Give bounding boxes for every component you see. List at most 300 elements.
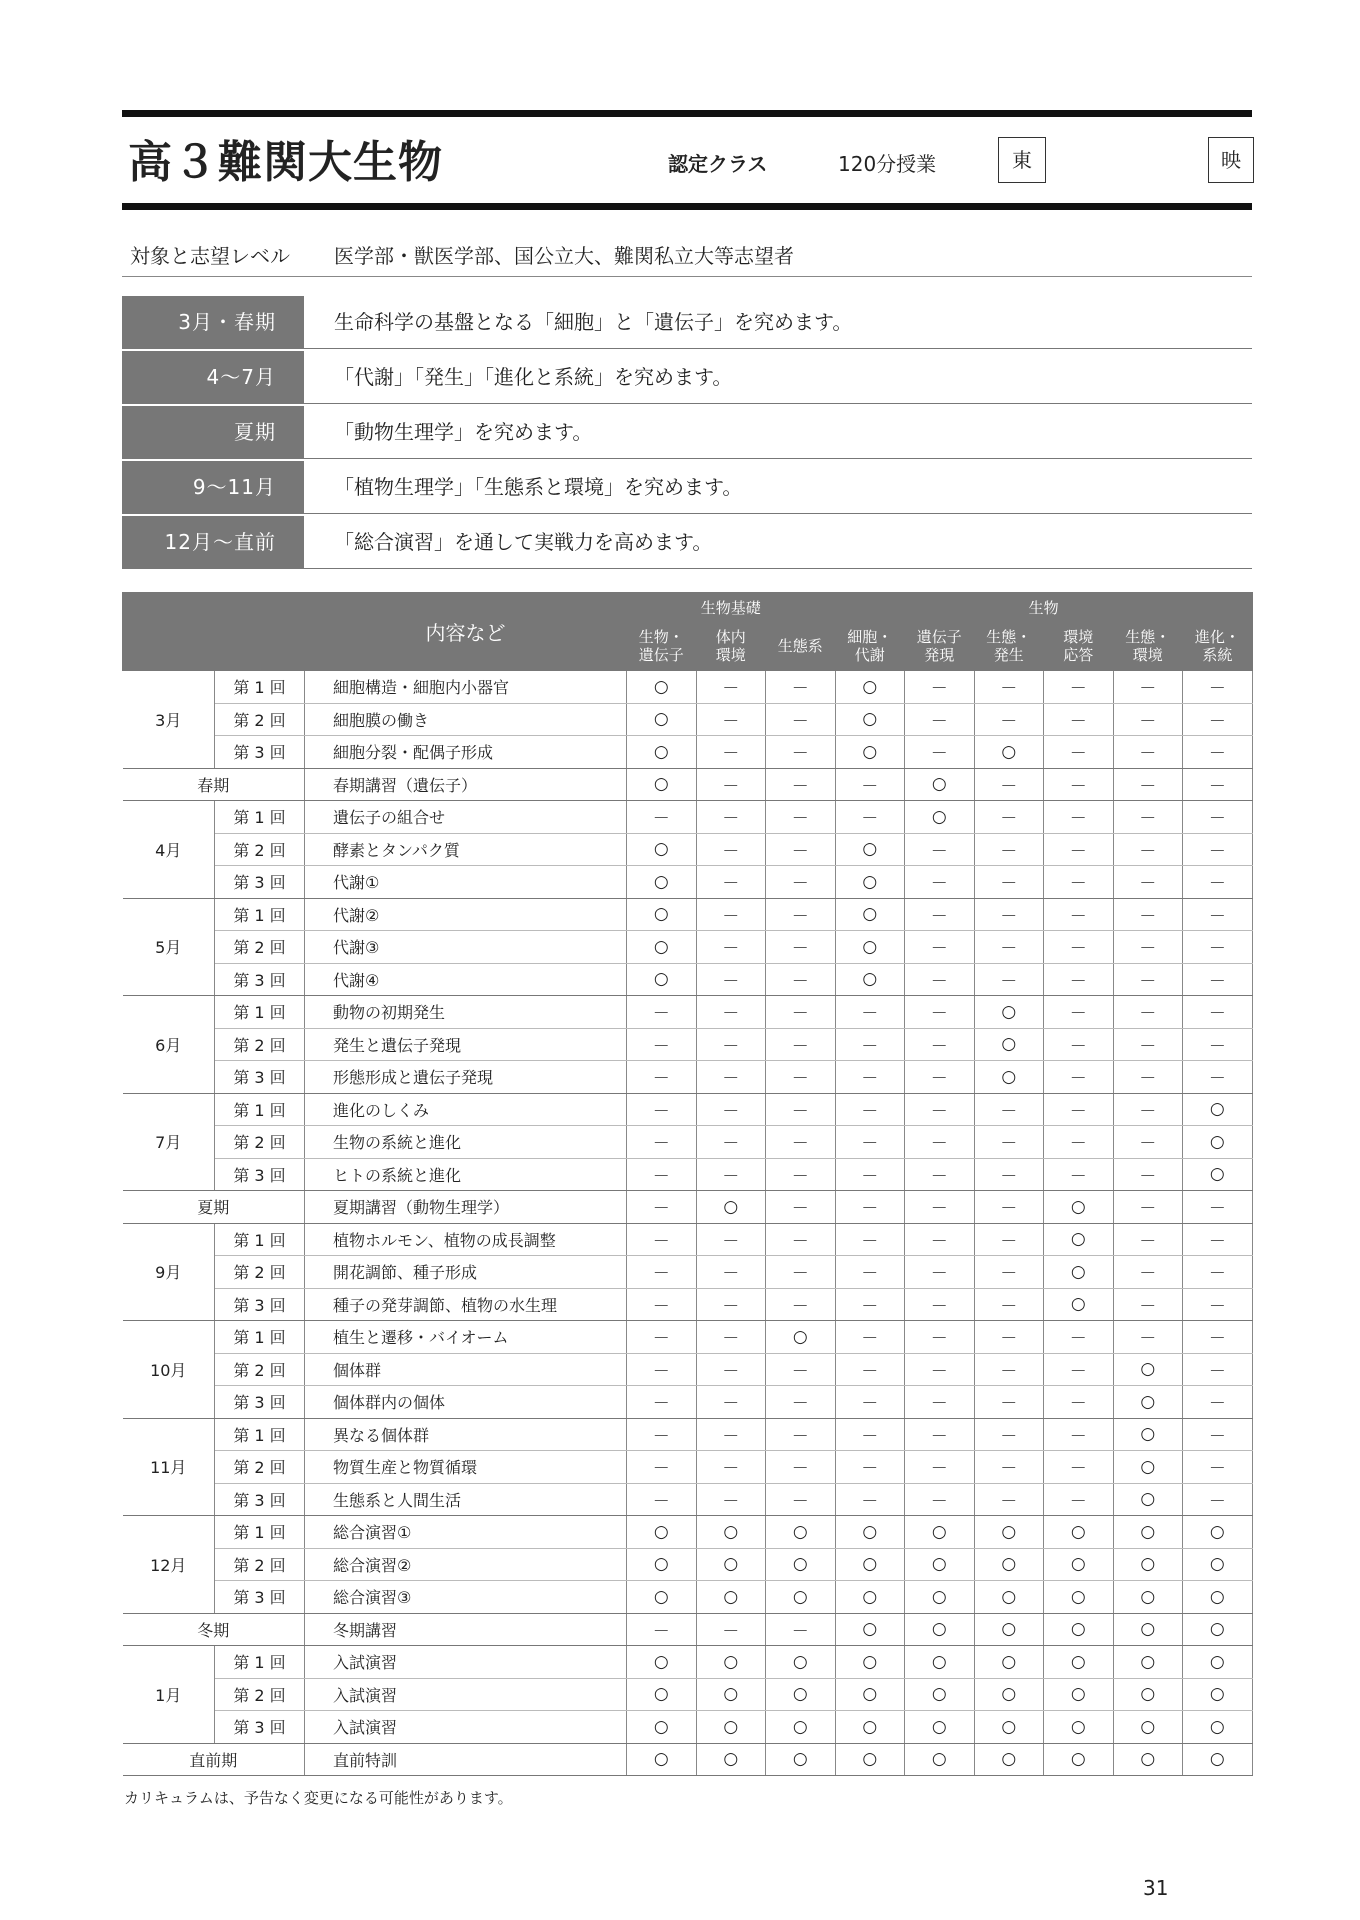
topic-column-header (835, 622, 905, 671)
coverage-mark-cell: － (1183, 963, 1253, 996)
content-cell: 物質生産と物質循環 (305, 1451, 627, 1484)
coverage-mark-cell: ○ (766, 1743, 836, 1776)
coverage-mark-cell: － (1183, 1223, 1253, 1256)
coverage-mark-cell: ○ (1113, 1711, 1183, 1744)
coverage-mark-cell: － (905, 1386, 975, 1419)
coverage-mark-cell: － (1183, 1288, 1253, 1321)
content-cell: 入試演習 (305, 1646, 627, 1679)
coverage-mark-cell: － (905, 1061, 975, 1094)
coverage-mark-cell: － (905, 1418, 975, 1451)
coverage-mark-cell: － (696, 1061, 766, 1094)
coverage-mark-cell: － (696, 1321, 766, 1354)
coverage-mark-cell: － (1183, 801, 1253, 834)
coverage-mark-cell: － (974, 1321, 1044, 1354)
table-row (123, 703, 1253, 736)
content-cell: 酵素とタンパク質 (305, 833, 627, 866)
content-cell: 総合演習③ (305, 1581, 627, 1614)
coverage-mark-cell: － (1113, 703, 1183, 736)
schedule-period: 3月・春期 (122, 296, 304, 348)
coverage-mark-cell: － (696, 963, 766, 996)
coverage-mark-cell: ○ (696, 1646, 766, 1679)
coverage-mark-cell: ○ (905, 768, 975, 801)
coverage-mark-cell: － (835, 801, 905, 834)
coverage-mark-cell: ○ (974, 1711, 1044, 1744)
coverage-mark-cell: － (1113, 1158, 1183, 1191)
target-divider (122, 276, 1252, 277)
lesson-number-cell: 第 1 回 (215, 996, 305, 1029)
coverage-mark-cell: ○ (696, 1678, 766, 1711)
coverage-mark-cell: － (1113, 1126, 1183, 1159)
lesson-number-cell: 第 3 回 (215, 1386, 305, 1419)
content-cell: 形態形成と遺伝子発現 (305, 1061, 627, 1094)
coverage-mark-cell: － (696, 671, 766, 704)
lesson-number-cell: 第 2 回 (215, 833, 305, 866)
table-row (123, 833, 1253, 866)
coverage-mark-cell: － (696, 1353, 766, 1386)
coverage-mark-cell: ○ (835, 1581, 905, 1614)
content-cell: 生態系と人間生活 (305, 1483, 627, 1516)
coverage-mark-cell: － (696, 1093, 766, 1126)
coverage-mark-cell: － (1183, 768, 1253, 801)
table-row (123, 1548, 1253, 1581)
coverage-mark-cell: － (1183, 1191, 1253, 1224)
content-cell: 入試演習 (305, 1678, 627, 1711)
lesson-number-cell: 第 2 回 (215, 1028, 305, 1061)
coverage-mark-cell: ○ (1044, 1256, 1114, 1289)
subject-group-header: 生物 (835, 593, 1252, 622)
schedule-period: 12月～直前 (122, 516, 304, 568)
content-cell: 植物ホルモン、植物の成長調整 (305, 1223, 627, 1256)
coverage-mark-cell: － (905, 1256, 975, 1289)
coverage-mark-cell: ○ (835, 671, 905, 704)
coverage-mark-cell: ○ (835, 931, 905, 964)
coverage-mark-cell: ○ (1044, 1711, 1114, 1744)
coverage-mark-cell: － (1044, 671, 1114, 704)
coverage-mark-cell: － (1183, 866, 1253, 899)
schedule-row (122, 406, 1252, 459)
topic-header-line: 進化・ (1194, 628, 1240, 646)
coverage-mark-cell: － (1113, 898, 1183, 931)
coverage-mark-cell: － (696, 1223, 766, 1256)
coverage-mark-cell: － (696, 1418, 766, 1451)
coverage-mark-cell: ○ (627, 768, 697, 801)
coverage-mark-cell: － (627, 1191, 697, 1224)
coverage-mark-cell: ○ (905, 1613, 975, 1646)
curriculum-note: カリキュラムは、予告なく変更になる可能性があります。 (124, 1789, 513, 1807)
coverage-mark-cell: ○ (696, 1548, 766, 1581)
table-row (123, 1743, 1253, 1776)
table-row (123, 1321, 1253, 1354)
topic-header-line: 生態・ (986, 628, 1032, 646)
coverage-mark-cell: － (1044, 1061, 1114, 1094)
coverage-mark-cell: － (974, 768, 1044, 801)
coverage-mark-cell: － (1183, 703, 1253, 736)
coverage-mark-cell: － (696, 1288, 766, 1321)
period-cell: 5月 (123, 898, 215, 996)
period-cell: 7月 (123, 1093, 215, 1191)
coverage-mark-cell: － (1044, 931, 1114, 964)
table-row (123, 963, 1253, 996)
coverage-mark-cell: － (696, 931, 766, 964)
coverage-mark-cell: － (766, 1126, 836, 1159)
coverage-mark-cell: ○ (1183, 1158, 1253, 1191)
period-cell: 3月 (123, 671, 215, 769)
coverage-mark-cell: － (835, 1191, 905, 1224)
coverage-mark-cell: － (696, 1483, 766, 1516)
content-cell: 冬期講習 (305, 1613, 627, 1646)
coverage-mark-cell: － (627, 1223, 697, 1256)
content-cell: 細胞分裂・配偶子形成 (305, 736, 627, 769)
coverage-mark-cell: － (974, 898, 1044, 931)
lesson-number-cell: 第 3 回 (215, 1288, 305, 1321)
coverage-mark-cell: ○ (1113, 1646, 1183, 1679)
content-cell: 個体群 (305, 1353, 627, 1386)
coverage-mark-cell: － (974, 1191, 1044, 1224)
coverage-mark-cell: － (766, 1483, 836, 1516)
coverage-mark-cell: ○ (974, 1678, 1044, 1711)
coverage-mark-cell: － (627, 801, 697, 834)
table-row (123, 1223, 1253, 1256)
period-cell: 夏期 (123, 1191, 305, 1224)
coverage-mark-cell: ○ (974, 1743, 1044, 1776)
coverage-mark-cell: ○ (1183, 1126, 1253, 1159)
coverage-mark-cell: ○ (766, 1678, 836, 1711)
coverage-mark-cell: － (1113, 1223, 1183, 1256)
coverage-mark-cell: － (1113, 1321, 1183, 1354)
lesson-number-cell: 第 1 回 (215, 1093, 305, 1126)
coverage-mark-cell: － (974, 1386, 1044, 1419)
coverage-mark-cell: － (1183, 1028, 1253, 1061)
coverage-mark-cell: － (627, 996, 697, 1029)
schedule-summary (122, 296, 1252, 571)
coverage-mark-cell: － (766, 1451, 836, 1484)
content-cell: 代謝① (305, 866, 627, 899)
table-row (123, 1451, 1253, 1484)
coverage-mark-cell: － (905, 1028, 975, 1061)
content-cell: 開花調節、種子形成 (305, 1256, 627, 1289)
coverage-mark-cell: － (974, 1288, 1044, 1321)
content-cell: 遺伝子の組合せ (305, 801, 627, 834)
lesson-number-cell: 第 1 回 (215, 1223, 305, 1256)
coverage-mark-cell: － (905, 1353, 975, 1386)
coverage-mark-cell: ○ (627, 931, 697, 964)
coverage-mark-cell: － (905, 898, 975, 931)
coverage-mark-cell: － (696, 1613, 766, 1646)
coverage-mark-cell: － (1113, 1061, 1183, 1094)
coverage-mark-cell: ○ (696, 1191, 766, 1224)
content-header: 内容など (305, 593, 627, 671)
coverage-mark-cell: － (696, 1256, 766, 1289)
schedule-description: 「総合演習」を通して実戦力を高めます。 (334, 530, 713, 554)
coverage-mark-cell: － (627, 1483, 697, 1516)
coverage-mark-cell: ○ (1113, 1678, 1183, 1711)
coverage-mark-cell: － (835, 1288, 905, 1321)
table-row (123, 1581, 1253, 1614)
topic-header-line: 遺伝子 (638, 646, 684, 664)
coverage-mark-cell: － (766, 1223, 836, 1256)
coverage-mark-cell: － (766, 703, 836, 736)
table-row (123, 1028, 1253, 1061)
topic-header-line: 体内 (715, 628, 746, 646)
lesson-number-cell: 第 3 回 (215, 1061, 305, 1094)
coverage-mark-cell: ○ (1044, 1288, 1114, 1321)
topic-column-header (974, 622, 1044, 671)
subject-group-header: 生物基礎 (627, 593, 836, 622)
coverage-mark-cell: － (766, 1353, 836, 1386)
lesson-number-cell: 第 3 回 (215, 736, 305, 769)
coverage-mark-cell: － (1044, 1321, 1114, 1354)
coverage-mark-cell: ○ (835, 866, 905, 899)
content-cell: 進化のしくみ (305, 1093, 627, 1126)
coverage-mark-cell: － (974, 866, 1044, 899)
topic-header-line: 発現 (924, 646, 955, 664)
coverage-mark-cell: － (1044, 1418, 1114, 1451)
coverage-mark-cell: － (766, 1191, 836, 1224)
top-rule (122, 110, 1252, 117)
coverage-mark-cell: － (627, 1353, 697, 1386)
coverage-mark-cell: － (1113, 1093, 1183, 1126)
schedule-description: 「動物生理学」を究めます。 (334, 420, 593, 444)
coverage-mark-cell: － (905, 1288, 975, 1321)
coverage-mark-cell: － (974, 833, 1044, 866)
content-cell: 発生と遺伝子発現 (305, 1028, 627, 1061)
coverage-mark-cell: ○ (627, 1711, 697, 1744)
topic-column-header (1113, 622, 1183, 671)
coverage-mark-cell: ○ (974, 1516, 1044, 1549)
lesson-number-cell: 第 3 回 (215, 866, 305, 899)
coverage-mark-cell: ○ (835, 833, 905, 866)
coverage-mark-cell: ○ (974, 1028, 1044, 1061)
topic-header-line: 生態・ (1125, 628, 1171, 646)
coverage-mark-cell: － (1044, 963, 1114, 996)
coverage-mark-cell: － (905, 1451, 975, 1484)
period-cell: 冬期 (123, 1613, 305, 1646)
coverage-mark-cell: － (696, 1126, 766, 1159)
coverage-mark-cell: ○ (1113, 1581, 1183, 1614)
coverage-mark-cell: － (696, 768, 766, 801)
coverage-mark-cell: ○ (1113, 1613, 1183, 1646)
coverage-mark-cell: ○ (1113, 1451, 1183, 1484)
coverage-mark-cell: － (974, 703, 1044, 736)
table-row (123, 1516, 1253, 1549)
coverage-mark-cell: － (835, 1061, 905, 1094)
lesson-number-cell: 第 3 回 (215, 963, 305, 996)
coverage-mark-cell: － (627, 1028, 697, 1061)
coverage-mark-cell: ○ (766, 1646, 836, 1679)
table-row (123, 898, 1253, 931)
coverage-mark-cell: － (835, 1028, 905, 1061)
period-cell: 春期 (123, 768, 305, 801)
coverage-mark-cell: ○ (835, 1646, 905, 1679)
coverage-mark-cell: － (766, 1158, 836, 1191)
schedule-period: 4～7月 (122, 351, 304, 403)
coverage-mark-cell: － (1113, 1028, 1183, 1061)
lesson-number-cell: 第 1 回 (215, 671, 305, 704)
coverage-mark-cell: ○ (766, 1548, 836, 1581)
coverage-mark-cell: － (696, 1386, 766, 1419)
content-cell: 入試演習 (305, 1711, 627, 1744)
coverage-mark-cell: ○ (1183, 1581, 1253, 1614)
content-cell: 代謝③ (305, 931, 627, 964)
target-label: 対象と志望レベル (130, 244, 290, 268)
coverage-mark-cell: － (835, 768, 905, 801)
coverage-mark-cell: － (905, 963, 975, 996)
coverage-mark-cell: － (1044, 898, 1114, 931)
schedule-description: 「代謝」「発生」「進化と系統」を究めます。 (334, 365, 733, 389)
coverage-mark-cell: － (905, 866, 975, 899)
header-blank-cell (123, 593, 305, 671)
schedule-row (122, 351, 1252, 404)
coverage-mark-cell: － (974, 931, 1044, 964)
curriculum-table (122, 592, 1253, 1776)
content-cell: 代謝② (305, 898, 627, 931)
coverage-mark-cell: － (1113, 1191, 1183, 1224)
coverage-mark-cell: － (1044, 801, 1114, 834)
period-cell: 1月 (123, 1646, 215, 1744)
header-row-groups (123, 593, 1253, 622)
coverage-mark-cell: ○ (1113, 1743, 1183, 1776)
schedule-description: 「植物生理学」「生態系と環境」を究めます。 (334, 475, 743, 499)
content-cell: 種子の発芽調節、植物の水生理 (305, 1288, 627, 1321)
coverage-mark-cell: － (627, 1451, 697, 1484)
coverage-mark-cell: － (1044, 768, 1114, 801)
table-row (123, 736, 1253, 769)
table-row (123, 866, 1253, 899)
coverage-mark-cell: ○ (627, 1743, 697, 1776)
coverage-mark-cell: － (835, 1256, 905, 1289)
topic-header-line: 環境 (1063, 628, 1094, 646)
coverage-mark-cell: － (627, 1061, 697, 1094)
coverage-mark-cell: － (766, 671, 836, 704)
coverage-mark-cell: ○ (1183, 1548, 1253, 1581)
coverage-mark-cell: － (696, 1451, 766, 1484)
coverage-mark-cell: ○ (627, 1678, 697, 1711)
coverage-mark-cell: － (696, 703, 766, 736)
coverage-mark-cell: － (835, 1158, 905, 1191)
table-row (123, 1256, 1253, 1289)
target-value: 医学部・獣医学部、国公立大、難関私立大等志望者 (334, 244, 794, 268)
table-row (123, 1613, 1253, 1646)
period-cell: 6月 (123, 996, 215, 1094)
header-bottom-rule (122, 203, 1252, 210)
coverage-mark-cell: ○ (766, 1711, 836, 1744)
coverage-mark-cell: － (766, 1613, 836, 1646)
content-cell: 異なる個体群 (305, 1418, 627, 1451)
coverage-mark-cell: － (766, 1028, 836, 1061)
certification-label: 認定クラス (668, 152, 768, 176)
lesson-number-cell: 第 1 回 (215, 801, 305, 834)
coverage-mark-cell: ○ (974, 1646, 1044, 1679)
topic-header-line: 応答 (1063, 646, 1094, 664)
table-row (123, 801, 1253, 834)
content-cell: 代謝④ (305, 963, 627, 996)
coverage-mark-cell: － (974, 671, 1044, 704)
topic-column-header (1183, 622, 1253, 671)
coverage-mark-cell: ○ (1044, 1223, 1114, 1256)
coverage-mark-cell: － (766, 996, 836, 1029)
coverage-mark-cell: ○ (1183, 1646, 1253, 1679)
lesson-number-cell: 第 2 回 (215, 1256, 305, 1289)
coverage-mark-cell: － (1183, 1256, 1253, 1289)
coverage-mark-cell: ○ (905, 1548, 975, 1581)
coverage-mark-cell: － (905, 833, 975, 866)
period-cell: 12月 (123, 1516, 215, 1614)
topic-column-header (1044, 622, 1114, 671)
coverage-mark-cell: － (905, 736, 975, 769)
coverage-mark-cell: ○ (905, 1711, 975, 1744)
coverage-mark-cell: － (766, 1256, 836, 1289)
coverage-mark-cell: － (766, 1418, 836, 1451)
coverage-mark-cell: － (766, 1061, 836, 1094)
coverage-mark-cell: － (835, 996, 905, 1029)
coverage-mark-cell: ○ (1044, 1613, 1114, 1646)
coverage-mark-cell: － (766, 931, 836, 964)
coverage-mark-cell: － (1044, 703, 1114, 736)
schedule-row (122, 461, 1252, 514)
coverage-mark-cell: － (835, 1126, 905, 1159)
content-cell: 動物の初期発生 (305, 996, 627, 1029)
coverage-mark-cell: － (627, 1613, 697, 1646)
lesson-number-cell: 第 2 回 (215, 703, 305, 736)
coverage-mark-cell: ○ (627, 1581, 697, 1614)
coverage-mark-cell: ○ (1113, 1483, 1183, 1516)
coverage-mark-cell: ○ (974, 1061, 1044, 1094)
coverage-mark-cell: － (766, 1093, 836, 1126)
coverage-mark-cell: ○ (905, 1678, 975, 1711)
coverage-mark-cell: ○ (835, 703, 905, 736)
coverage-mark-cell: － (974, 1418, 1044, 1451)
coverage-mark-cell: － (1044, 1158, 1114, 1191)
schedule-description: 生命科学の基盤となる「細胞」と「遺伝子」を究めます。 (334, 310, 853, 334)
coverage-mark-cell: － (1044, 1451, 1114, 1484)
coverage-mark-cell: ○ (835, 1548, 905, 1581)
lesson-number-cell: 第 3 回 (215, 1711, 305, 1744)
topic-header-line: 発生 (993, 646, 1024, 664)
coverage-mark-cell: － (905, 671, 975, 704)
coverage-mark-cell: － (1183, 736, 1253, 769)
coverage-mark-cell: － (1113, 833, 1183, 866)
table-row (123, 1191, 1253, 1224)
coverage-mark-cell: － (696, 801, 766, 834)
coverage-mark-cell: － (627, 1093, 697, 1126)
coverage-mark-cell: ○ (1113, 1418, 1183, 1451)
topic-header-line: 遺伝子 (916, 628, 962, 646)
coverage-mark-cell: － (905, 1321, 975, 1354)
lesson-number-cell: 第 2 回 (215, 1126, 305, 1159)
coverage-mark-cell: － (1183, 1386, 1253, 1419)
schedule-row (122, 296, 1252, 349)
coverage-mark-cell: － (1183, 1061, 1253, 1094)
coverage-mark-cell: － (696, 833, 766, 866)
coverage-mark-cell: － (1044, 866, 1114, 899)
table-row (123, 1678, 1253, 1711)
coverage-mark-cell: － (835, 1223, 905, 1256)
coverage-mark-cell: ○ (835, 963, 905, 996)
coverage-mark-cell: － (766, 1288, 836, 1321)
table-row (123, 1093, 1253, 1126)
table-row (123, 768, 1253, 801)
campus-east-badge: 東 (998, 137, 1046, 183)
coverage-mark-cell: ○ (1044, 1743, 1114, 1776)
table-row (123, 1483, 1253, 1516)
coverage-mark-cell: － (835, 1451, 905, 1484)
coverage-mark-cell: ○ (1183, 1678, 1253, 1711)
topic-column-header (696, 622, 766, 671)
coverage-mark-cell: ○ (835, 898, 905, 931)
coverage-mark-cell: ○ (905, 1581, 975, 1614)
lesson-number-cell: 第 2 回 (215, 1353, 305, 1386)
coverage-mark-cell: － (1044, 996, 1114, 1029)
